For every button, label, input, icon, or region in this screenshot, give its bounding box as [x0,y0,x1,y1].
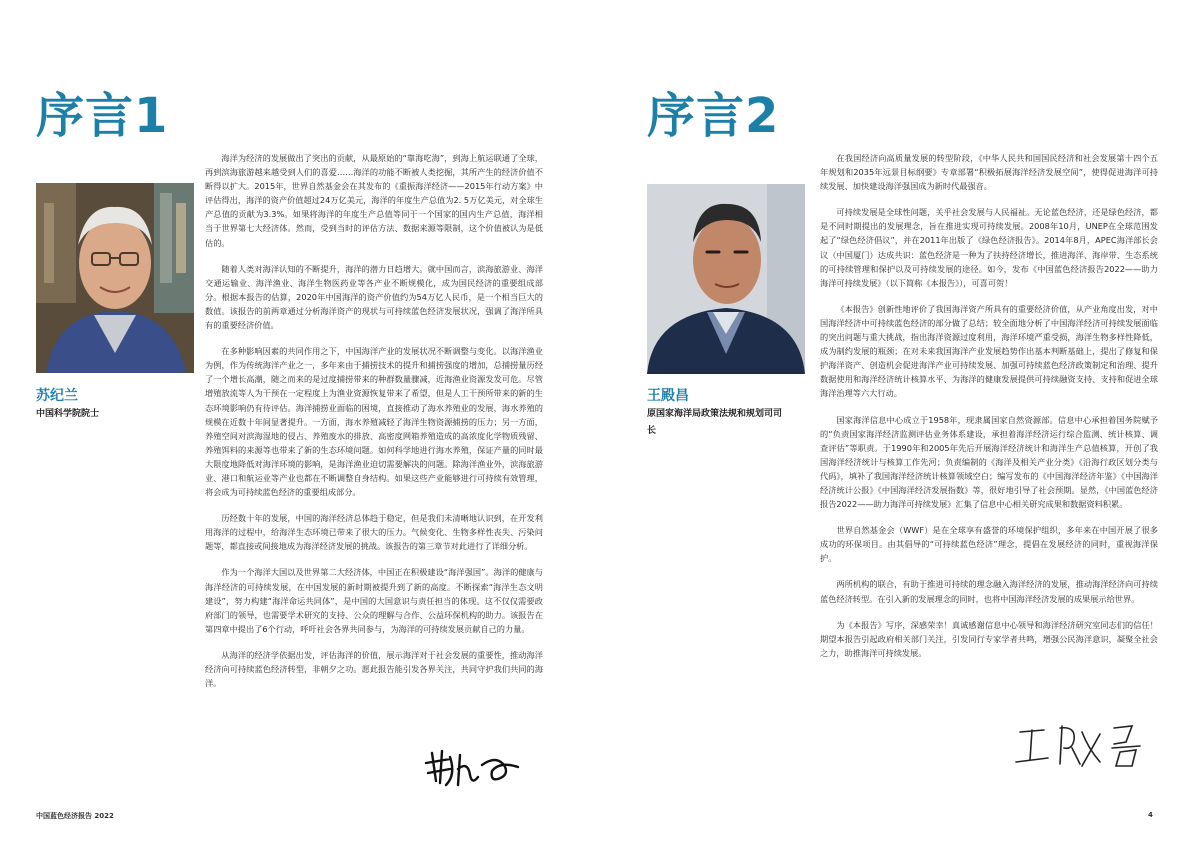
preface-1-paragraph: 随着人类对海洋认知的不断提升，海洋的潜力日趋增大。就中国而言，滨海旅游业、海洋交通运输业、海洋渔业、海洋生物医药业等各产业不断规模化，成为国民经济的重要组成部分。根据本报告的估算，2020年中国海洋的资产价值约为54万亿人民币，是一个相当巨大的数值。该报告的前两章通过分析海洋资产的现状与可持续蓝色经济发展状况，强调了海洋所具有的重要经济价值。 [205,263,543,331]
preface-1-paragraph: 作为一个海洋大国以及世界第二大经济体，中国正在积极建设“海洋强国”。海洋的健康与海洋经济的可持续发展，在中国发展的新时期被提升到了新的高度。不断探索“海洋生态文明建设”，努力构建“海洋命运共同体”，是中国的大国意识与责任担当的体现。这不仅仅需要政府部门的领导，也需要学术研究的支持、公众的理解与合作、公益环保机构的助力。该报告在第四章中提出了6个行动，呼吁社会各界共同参与，为海洋的可持续发展贡献自己的力量。 [205,567,543,634]
footer-report-name: 中国蓝色经济报告 2022 [36,812,114,820]
signature-wang-dianchang [1010,718,1150,777]
preface-2-paragraph: 《本报告》创新性地评价了我国海洋资产所具有的重要经济价值，从产业角度出发，对中国海洋经济中可持续蓝色经济的部分做了总结；较全面地分析了中国海洋经济可持续发展面临的突出问题与重大挑战，指出海洋资源过度利用，海洋环境严重受损，海洋生物多样性降低，成为制约发展的瓶颈；在对未来我国海洋产业发展趋势作出基本判断基础上，提出了修复和保护海洋资产、创造机会促进海洋产业可持续发展、加强可持续蓝色经济政策制定和治理、提升数据使用和海洋经济统计核算水平、为海洋的健康发展提供可持续融资支持、支持和促进全球海洋治理等六大行动。 [820,303,1158,399]
preface-1-paragraph: 从海洋的经济学依据出发，评估海洋的价值，展示海洋对于社会发展的重要性，推动海洋经济向可持续蓝色经济转型，非朝夕之功。愿此报告能引发各界关注，共同守护我们共同的海洋。 [205,649,543,689]
preface-1-heading: 序言1 [36,88,169,144]
preface-2-paragraph: 可持续发展是全球性问题，关乎社会发展与人民福祉。无论蓝色经济，还是绿色经济，都是不同时期提出的发展理念，旨在推进实现可持续发展。2008年10月，UNEP在全球范围发起了“绿色经济倡议”，并在2011年出版了《绿色经济报告》。2014年8月，APEC海洋部长会议（中国厦门）达成共识：蓝色经济是一种为了扶持经济增长，推进海洋、海岸带、生态系统的可持续管理和保护以及可持续发展的途径。如今，发布《中国蓝色经济报告2022——助力海洋可持续发展》（以下简称《本报告》），可喜可贺！ [820,207,1158,288]
preface-1-paragraph: 历经数十年的发展，中国的海洋经济总体趋于稳定，但是我们未清晰地认识到，在开发利用海洋的过程中，给海洋生态环境已带来了很大的压力。气候变化、生物多样性丧失、污染问题等，都直接或间接地成为海洋经济发展的挑战。该报告的第三章节对此进行了详细分析。 [205,513,543,552]
footer-page-number: 4 [1148,811,1153,819]
preface-1-paragraph: 海洋为经济的发展做出了突出的贡献，从最原始的“靠海吃海”，到海上航运联通了全球，再到滨海旅游越来越受到人们的喜爱……海洋的功能不断被人类挖掘，其所产生的经济价值不断得以扩大。2015年，世界自然基金会在其发布的《重振海洋经济——2015年行动方案》中评估得出，海洋的资产价值超过24万亿美元，海洋的年度生产总值为2. 5万亿美元，对全球生产总值的贡献为3.3%。如果将海洋的年度生产总值等同于一个国家的国内生产总值，海洋相当于世界第七大经济体。然而，受到当时的评估方法、数据来源等限制，这个价值被认为是低估的。 [205,153,543,248]
person-name-right: 王殿昌 [647,388,689,404]
preface-2-paragraph: 为《本报告》写序，深感荣幸！真诚感谢信息中心领导和海洋经济研究室同志们的信任！期望本报告引起政府相关部门关注，引发同行专家学者共鸣，增强公民海洋意识，凝聚全社会之力，助推海洋可持续发展。 [820,619,1158,658]
person-title-left: 中国科学院院士 [36,409,100,419]
signature-su-jilan [420,745,530,794]
portrait-photo-wang-dianchang [647,184,805,374]
preface-2-paragraph: 世界自然基金会（WWF）是在全球享有盛誉的环境保护组织，多年来在中国开展了很多成功的环保项目。由其倡导的“可持续蓝色经济”理念，提倡在发展经济的同时，重视海洋保护。 [820,525,1158,564]
preface-2-body [820,151,1158,672]
preface-1-paragraph: 在多种影响因素的共同作用之下，中国海洋产业的发展状况不断调整与变化。以海洋渔业为例，作为传统海洋产业之一，多年来由于捕捞技术的提升和捕捞强度的增加，总捕捞量历经了一个增长高潮，随之而来的是过度捕捞带来的种群数量骤减，近海渔业资源发发可危。尽管增殖放流等人为干预在一定程度上为渔业资源恢复带来了希望，但是人工干预所带来的新的生态环境影响仍有待评估。海洋捕捞业面临的困境，直接推动了海水养殖业的发展，海水养殖的规模在近数十年间显著提升。一方面，海水养殖减轻了海洋生物资源捕捞的压力；另一方面，养殖空间对滨海湿地的侵占、养殖废水的排放、高密度网箱养殖造成的高浓度化学物质残留、养殖饵料的来源等也带来了新的生态环境问题。如何科学地进行海水养殖，保证产量的同时最大限度地降低对海洋环境的影响，是海洋渔业迫切需要解决的问题。除海洋渔业外，滨海旅游业、港口和航运业等产业也都在不断调整自身结构。如果这些产业能够进行可持续有效管理，将会成为可持续蓝色经济的重要组成部分。 [205,346,543,498]
preface-2-paragraph: 在我国经济向高质量发展的转型阶段，《中华人民共和国国民经济和社会发展第十四个五年规划和2035年远景目标纲要》专章部署“积极拓展海洋经济发展空间”，使得促进海洋可持续发展、加快建设海洋强国成为新时代最强音。 [820,153,1158,192]
person-name-left: 苏纪兰 [36,388,78,404]
preface-2-paragraph: 两所机构的联合，有助于推进可持续的理念融入海洋经济的发展，推动海洋经济向可持续蓝色经济转型。在引入新的发展理念的同时，也将中国海洋经济发展的成果展示给世界。 [820,579,1158,604]
preface-2-paragraph: 国家海洋信息中心成立于1958年，现隶属国家自然资源部。信息中心承担着国务院赋予的“负责国家海洋经济监测评估业务体系建设，承担着海洋经济运行综合监测、统计核算、调查评估”等职责。于1990年和2005年先后开展海洋经济统计和海洋生产总值核算，开创了我国海洋经济统计与核算工作先河；负责编制的《海洋及相关产业分类》《沿海行政区划分类与代码》，填补了我国海洋经济统计核算领域空白；编写发布的《中国海洋经济年鉴》《中国海洋经济统计公报》《中国海洋经济发展指数》等，很好地引导了社会预期。显然，《中国蓝色经济报告2022——助力海洋可持续发展》汇集了信息中心相关研究成果和数据资料积累。 [820,414,1158,510]
person-title-right: 原国家海洋局政策法规和规划司司长 [647,409,783,436]
portrait-photo-su-jilan [36,183,194,373]
preface-1-body [205,151,543,702]
preface-2-heading: 序言2 [647,88,780,144]
